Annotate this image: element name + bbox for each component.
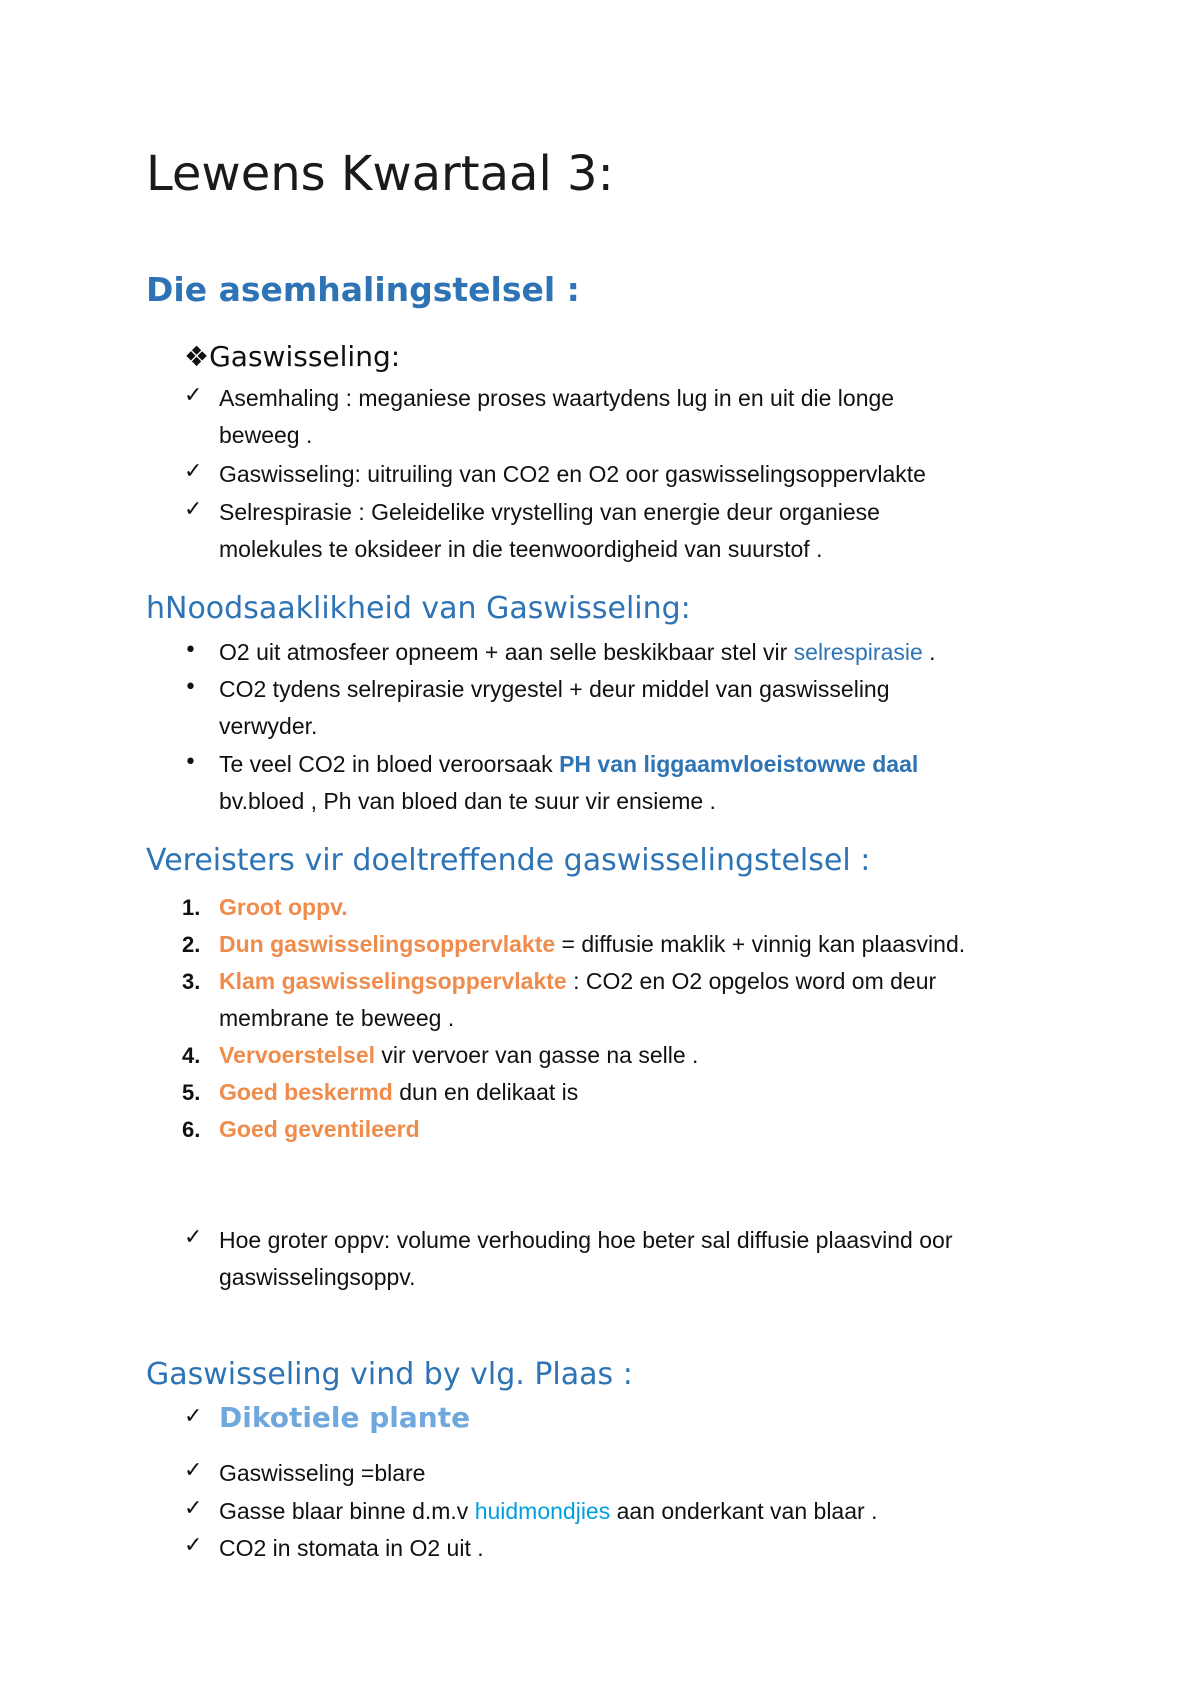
list-item: 4. Vervoerstelsel vir vervoer van gasse na selle . (182, 1042, 699, 1068)
list-item: 1. Groot oppv. (182, 894, 348, 920)
list-item: 3. Klam gaswisselingsoppervlakte : CO2 en O2 opgelos word om deur (182, 968, 937, 994)
page-title: Lewens Kwartaal 3: (146, 146, 614, 202)
list-item: CO2 tydens selrepirasie vrygestel + deur middel van gaswisseling verwyder. (219, 676, 890, 739)
bullet-icon: • (184, 750, 197, 775)
check-icon: ✓ (184, 1458, 203, 1483)
section-heading-vereisters: Vereisters vir doeltreffende gaswisselingstelsel : (146, 843, 871, 878)
list-item: 6. Goed geventileerd (182, 1116, 420, 1142)
list-item: Gaswisseling =blare (219, 1460, 426, 1486)
section-heading-asemhalingstelsel: Die asemhalingstelsel : (146, 270, 580, 309)
section-heading-noodsaaklikheid: hNoodsaaklikheid van Gaswisseling: (146, 591, 691, 626)
bullet-icon: • (184, 638, 197, 663)
list-item: Gaswisseling: uitruiling van CO2 en O2 oor gaswisselingsoppervlakte (219, 461, 926, 487)
subheading-text: Gaswisseling: (209, 340, 401, 373)
list-item-continuation: membrane te beweeg . (219, 1005, 455, 1031)
section-heading-gaswisseling-plaas: Gaswisseling vind by vlg. Plaas : (146, 1357, 633, 1392)
bullet-icon: • (184, 675, 197, 700)
check-icon: ✓ (184, 497, 203, 522)
check-icon: ✓ (184, 1404, 203, 1429)
diamond-bullet-icon: ❖ (184, 340, 210, 373)
check-icon: ✓ (184, 383, 203, 408)
check-icon: ✓ (184, 459, 203, 484)
list-item: Dikotiele plante (219, 1401, 471, 1434)
list-item: 2. Dun gaswisselingsoppervlakte = diffusie maklik + vinnig kan plaasvind. (182, 931, 966, 957)
list-item: CO2 in stomata in O2 uit . (219, 1535, 484, 1561)
numbered-list (182, 889, 965, 1148)
list-item: Gasse blaar binne d.m.v huidmondjies aan onderkant van blaar . (219, 1498, 878, 1524)
list-item: Te veel CO2 in bloed veroorsaak PH van liggaamvloeistowwe daal bv.bloed , Ph van bloed dan te suur vir ensieme . (219, 751, 919, 814)
list-item: 5. Goed beskermd dun en delikaat is (182, 1079, 579, 1105)
list-item: Selrespirasie : Geleidelike vrystelling van energie deur organiese molekules te oksideer in die teenwoordigheid van suurstof . (219, 499, 880, 562)
subheading-gaswisseling (184, 340, 400, 373)
list-item: Hoe groter oppv: volume verhouding hoe beter sal diffusie plaasvind oor gaswisselingsoppv. (219, 1227, 953, 1290)
check-icon: ✓ (184, 1496, 203, 1521)
check-icon: ✓ (184, 1533, 203, 1558)
check-icon: ✓ (184, 1225, 203, 1250)
list-item: O2 uit atmosfeer opneem + aan selle beskikbaar stel vir selrespirasie . (219, 639, 936, 665)
list-item: Asemhaling : meganiese proses waartydens lug in en uit die longe beweeg . (219, 385, 895, 448)
